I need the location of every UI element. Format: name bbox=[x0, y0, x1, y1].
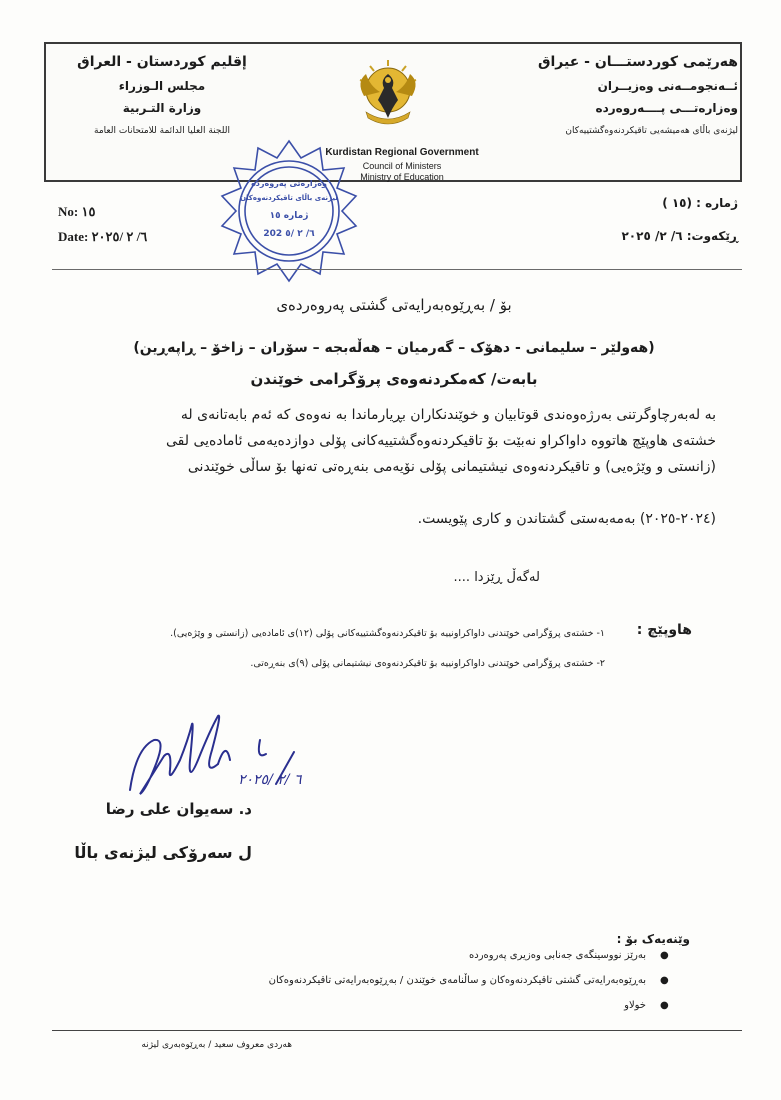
header-ku-ministry: وەزارەتـــی پــــەروەردە bbox=[595, 101, 738, 115]
krg-emblem-icon bbox=[346, 52, 430, 132]
header-en-krg: Kurdistan Regional Government bbox=[325, 147, 479, 158]
attachments-label: هاوپێچ : bbox=[636, 622, 692, 638]
header-ar-committee: اللجنة العليا الدائمة للامتحانات العامة bbox=[94, 126, 230, 136]
body-paragraph-line-4: (٢٠٢٤-٢٠٢٥) بەمەبەستی گشتاندن و کاری پێویست. bbox=[417, 511, 716, 527]
stamp-line-4: 202 ٦/ ٢ /٥ bbox=[263, 229, 315, 239]
footer-divider bbox=[52, 1030, 742, 1031]
signatory-title: ل سەرۆکی لیژنەی باڵا bbox=[74, 843, 252, 862]
stamp-line-2: لیژنەی باڵای تاقیکردنەوەکان bbox=[240, 194, 338, 202]
header-ar-region: إقليم كوردستان - العراق bbox=[77, 54, 247, 70]
subject-line: بابەت/ کەمکردنەوەی پرۆگرامی خوێندن bbox=[250, 370, 538, 388]
signatory-name: د. سەیوان علی رضا bbox=[105, 800, 252, 818]
cc-item-3: خولاو bbox=[624, 1000, 646, 1011]
signature-handwritten-date: ٦ /٢ /٢٠٢٥ bbox=[238, 772, 302, 788]
header-ar-council: مجلس الـوزراء bbox=[118, 79, 206, 93]
doc-number-ku: ژمارە : (١٥ ) bbox=[662, 196, 738, 210]
handwritten-signature bbox=[100, 700, 320, 810]
header-en-council: Council of Ministers bbox=[362, 161, 442, 171]
cc-bullet-2: ● bbox=[660, 975, 669, 986]
doc-number-en: No: ١٥ bbox=[58, 204, 96, 219]
regards: لەگەڵ ڕێزدا .... bbox=[453, 570, 540, 585]
addressee-cities: (هەولێر – سلیمانی - دهۆک – گەرمیان – هەڵەبجە – سۆران – زاخۆ – ڕاپەڕین) bbox=[133, 340, 655, 356]
header-ku-council: ئــەنجومــەنی وەزیــران bbox=[597, 79, 738, 93]
header-ar-ministry: وزارة التـربية bbox=[122, 101, 202, 115]
doc-date-en: Date: ٦/ ٢ /٢٠٢٥ bbox=[58, 229, 148, 244]
cc-bullet-3: ● bbox=[660, 1000, 669, 1011]
addressee: بۆ / بەڕێوەبەرایەتی گشتی پەروەردەی bbox=[276, 296, 512, 314]
header-divider bbox=[52, 269, 742, 270]
cc-item-1: بەرێز نووسینگەی جەنابی وەزیری پەروەردە bbox=[469, 950, 646, 961]
body-paragraph-line-1: بە لەبەرچاوگرتنی بەرژەوەندی قوتابیان و خوێندنکاران بڕیارماندا بە نەوەی کە ئەم بابەتانەی لە bbox=[180, 407, 716, 423]
footer-typist: هەردی معروف سعید / بەڕێوەبەری لیژنە bbox=[141, 1040, 292, 1050]
body-paragraph-line-2: خشتەی هاوپێچ هاتووە داواکراو نەبێت بۆ تاقیکردنەوەگشتییەکانی پۆلی دوازدەیەمی ئامادەیی لقی bbox=[165, 433, 716, 449]
attachment-2: ٢- خشتەی پرۆگرامی خوێندنی داواکراونییە بۆ تاقیکردنەوەی نیشتیمانی پۆلی (٩)ی بنەڕەتی. bbox=[250, 658, 605, 669]
body-paragraph-line-3: (زانستی و وێژەیی) و تاقیکردنەوەی نیشتیمانی پۆلی نۆیەمی بنەڕەتی تەنها بۆ ساڵی خوێندنی bbox=[187, 459, 716, 475]
attachment-1: ١- خشتەی پرۆگرامی خوێندنی داواکراونییە بۆ تاقیکردنەوەگشتییەکانی پۆلی (١٢)ی ئامادەیی (زانستی و وێژەیی). bbox=[170, 628, 605, 639]
header-ku-region: هەرێمی کوردستـــان - عیراق bbox=[537, 54, 738, 70]
cc-item-2: بەڕێوەبەرایەتی گشتی تاقیکردنەوەکان و ساڵنامەی خوێندن / بەڕێوەبەرایەتی تاقیکردنەوەکان bbox=[268, 975, 646, 986]
stamp-line-1: وەزارەتی پەروەردە bbox=[251, 179, 327, 188]
doc-date-ku: ڕێکەوت: ٦/ ٢/ ٢٠٢٥ bbox=[621, 229, 738, 243]
header-ku-committee: لیژنەی باڵای هەمیشەیی تاقیکردنەوەگشتییەکان bbox=[565, 126, 738, 136]
cc-bullet-1: ● bbox=[660, 950, 669, 961]
stamp-line-3: ژمارە ١٥ bbox=[269, 211, 309, 221]
header-en-ministry: Ministry of Education bbox=[360, 172, 444, 182]
cc-label: وێنەیەک بۆ : bbox=[616, 932, 690, 946]
official-stamp-icon bbox=[216, 138, 362, 284]
